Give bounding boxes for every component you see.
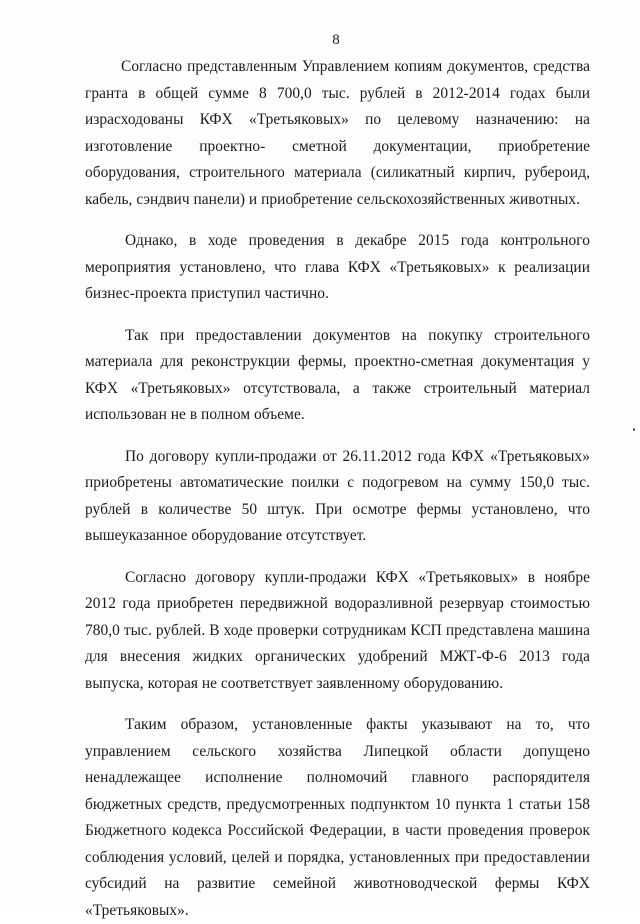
scan-speck <box>633 428 635 431</box>
paragraph-construction-materials: Так при предоставлении документов на покупку строительного материала для реконструкции фермы, проектно-сметная документация у КФХ «Третьяковых» отсутствовала, а также строительный материал использован не в полном объеме. <box>85 326 590 423</box>
document-body <box>85 54 590 924</box>
paragraph-grant-spending: Согласно представленным Управлением копиям документов, средства гранта в общей сумме 8 700,0 тыс. рублей в 2012-2014 годах были израсходованы КФХ «Третьяковых» по целевому назначению: на изготовление проектно- сметной документации, приобретение оборудования, строительного материала (силикатный кирпич, рубероид, кабель, сэндвич панели) и приобретение сельскохозяйственных животных. <box>85 58 590 208</box>
paragraph-drinkers-purchase: По договору купли-продажи от 26.11.2012 года КФХ «Третьяковых» приобретены автоматические поилки с подогревом на сумму 150,0 тыс. рублей в количестве 50 штук. При осмотре фермы установлено, что вышеуказанное оборудование отсутствует. <box>85 447 590 544</box>
paragraph-reservoir-purchase: Согласно договору купли-продажи КФХ «Третьяковых» в ноябре 2012 года приобретен передвижной водоразливной резервуар стоимостью 780,0 тыс. рублей. В ходе проверки сотрудникам КСП представлена машина для внесения жидких органических удобрений МЖТ-Ф-6 2013 года выпуска, которая не соответствует заявленному оборудованию. <box>85 568 590 692</box>
page-number: 8 <box>332 32 340 48</box>
paragraph-control-event: Однако, в ходе проведения в декабре 2015 года контрольного мероприятия установлено, что глава КФХ «Третьяковых» к реализации бизнес-проекта приступил частично. <box>85 232 590 302</box>
paragraph-conclusion: Таким образом, установленные факты указывают на то, что управлением сельского хозяйства Липецкой области допущено ненадлежащее исполнение полномочий главного распорядителя бюджетных средств, предусмотренных подпунктом 10 пункта 1 статьи 158 Бюджетного кодекса Российской Федерации, в части проведения проверок соблюдения условий, целей и порядка, установленных при предоставлении субсидий на развитие семейной животноводческой фермы КФХ «Третьяковых». <box>85 716 590 919</box>
